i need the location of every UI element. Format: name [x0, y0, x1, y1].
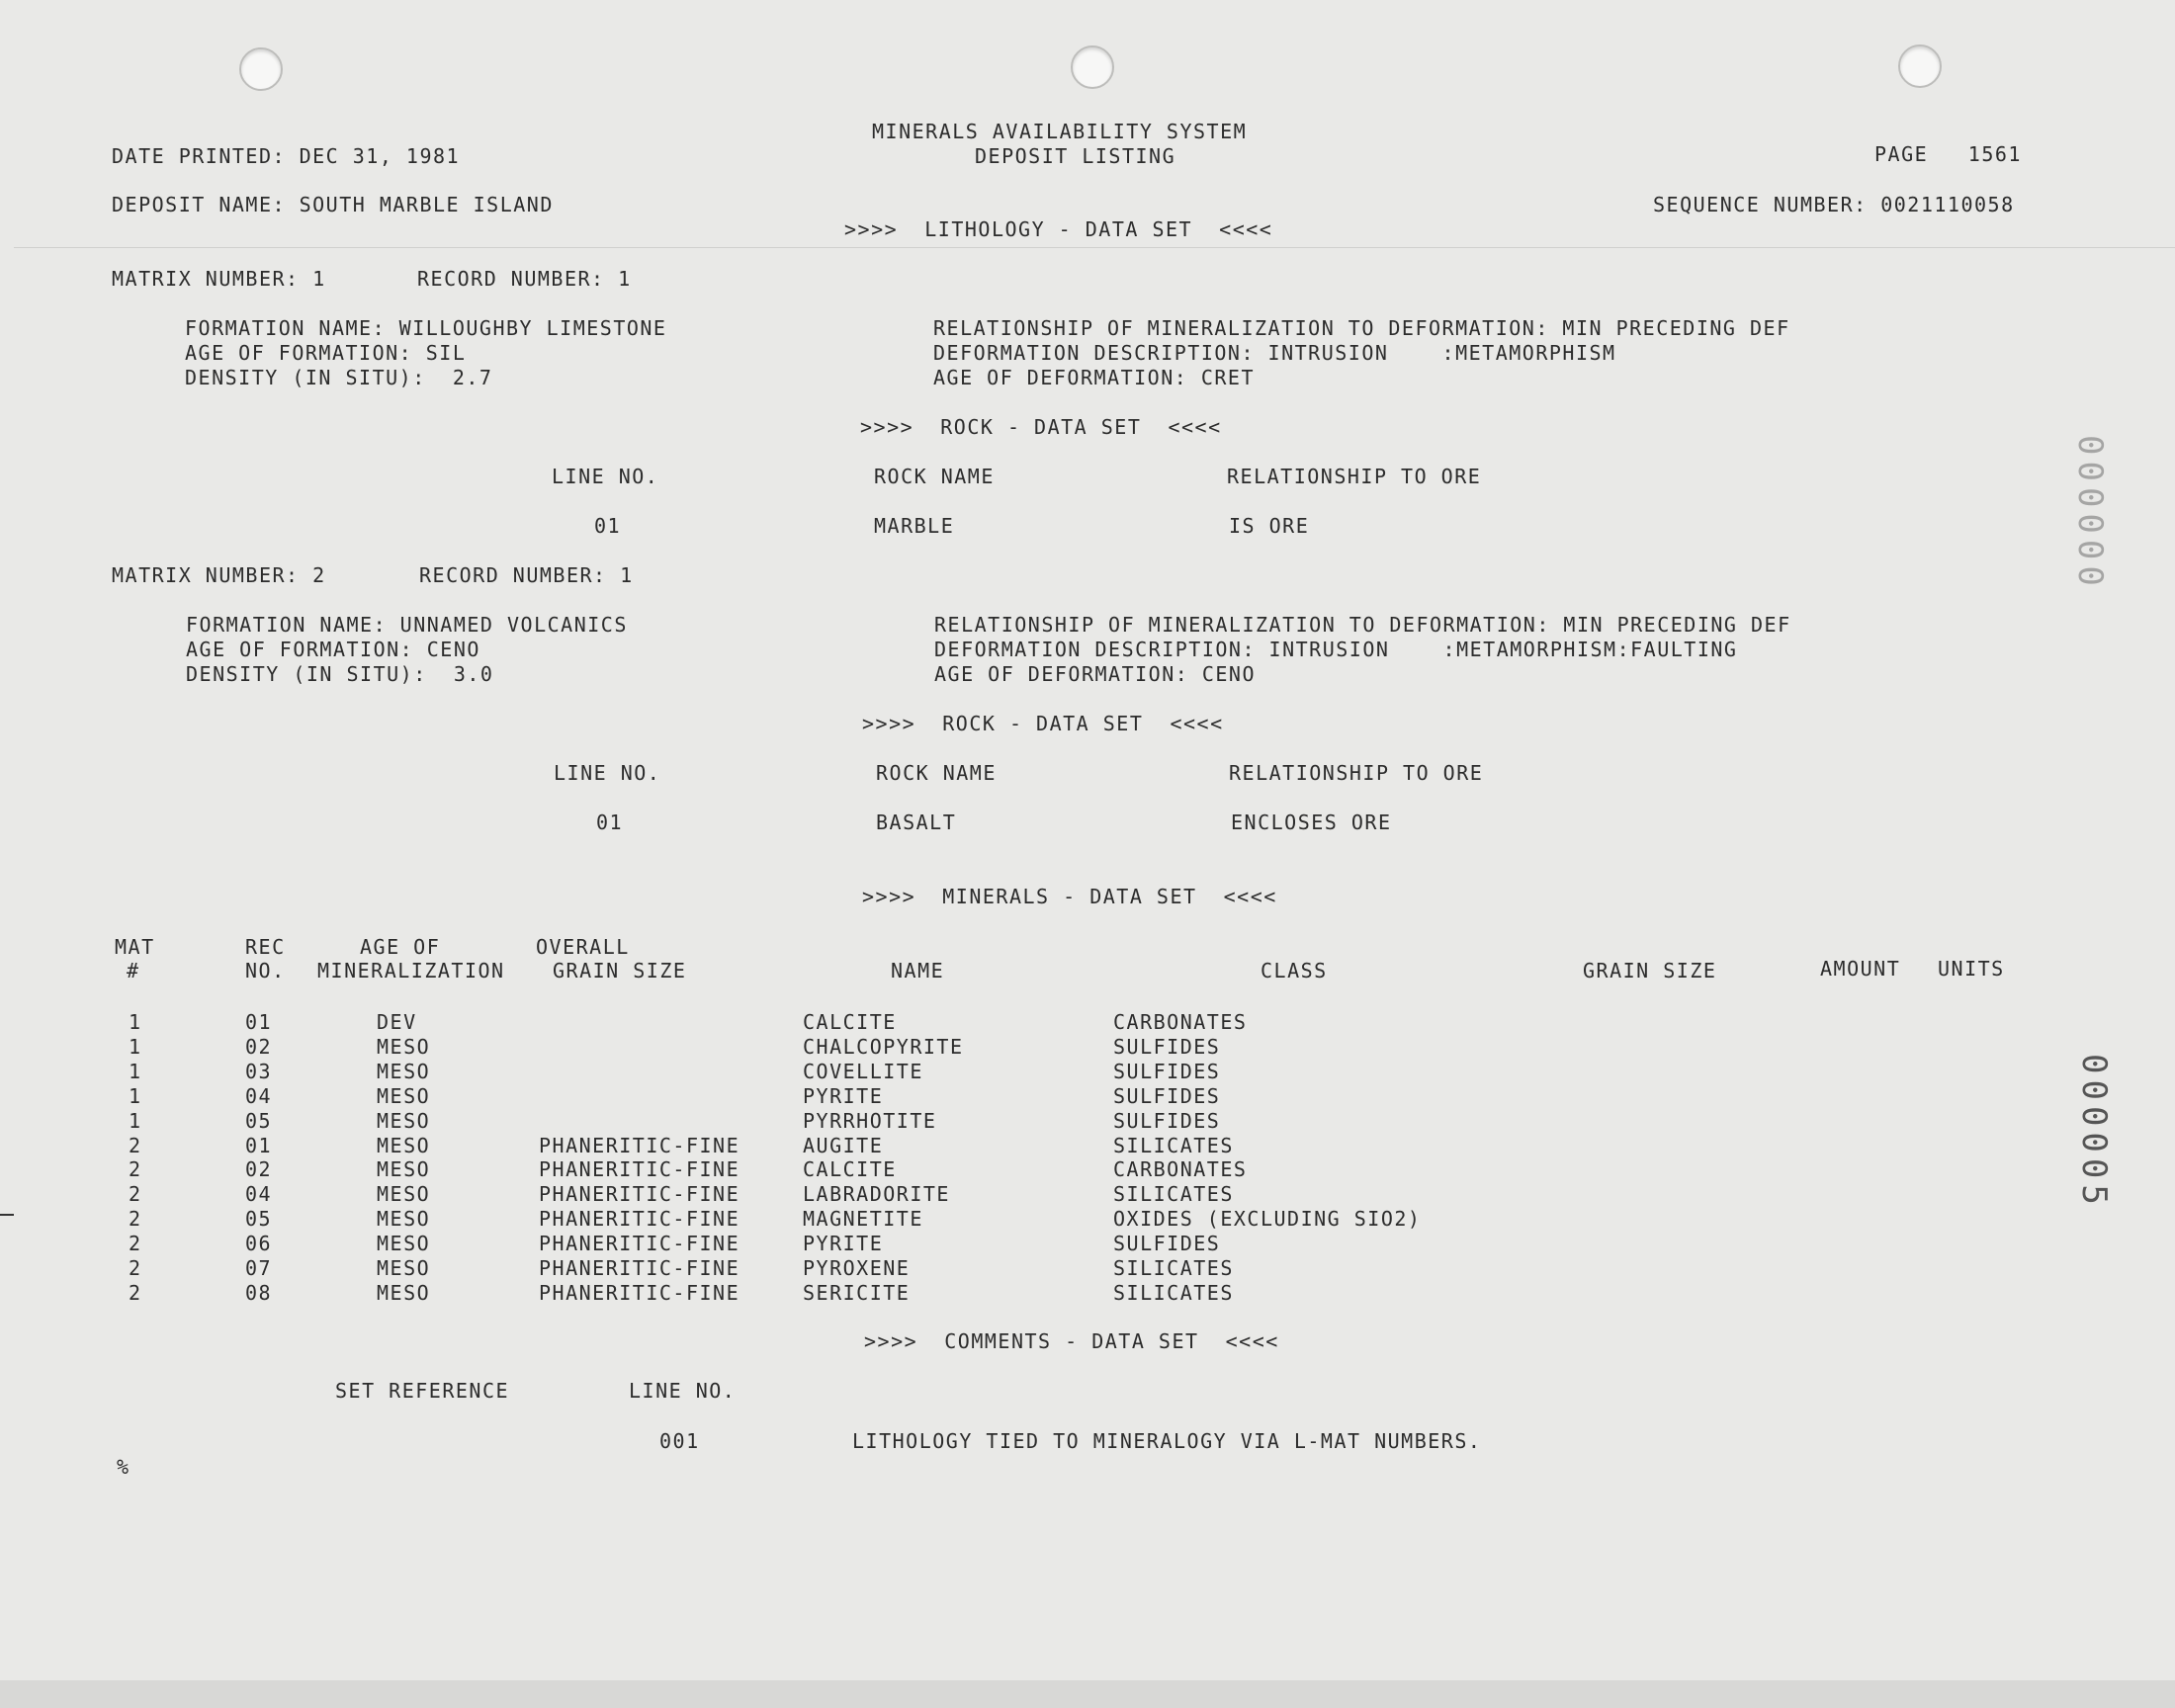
mineral-rec: 08: [245, 1281, 273, 1305]
age-of-deformation: AGE OF DEFORMATION: CRET: [933, 366, 1255, 389]
rock-header-rock-name: ROCK NAME: [876, 761, 997, 785]
record-number: RECORD NUMBER: 1: [419, 563, 634, 587]
mineral-age: MESO: [377, 1182, 431, 1206]
minerals-header-amount: AMOUNT: [1820, 957, 1901, 981]
rock-relationship: IS ORE: [1229, 514, 1310, 538]
rock-relationship: ENCLOSES ORE: [1231, 811, 1392, 834]
mineral-class: SULFIDES: [1113, 1109, 1221, 1133]
mineral-age: MESO: [377, 1084, 431, 1108]
mineral-mat: 1: [129, 1084, 142, 1108]
rock-line-no: 01: [594, 514, 622, 538]
punch-hole-left: [239, 47, 283, 91]
lithology-section-title: >>>> LITHOLOGY - DATA SET <<<<: [844, 217, 1273, 241]
mineral-mat: 1: [129, 1109, 142, 1133]
rock-section-title: >>>> ROCK - DATA SET <<<<: [862, 712, 1224, 735]
mineral-rec: 04: [245, 1182, 273, 1206]
mineral-rec: 01: [245, 1010, 273, 1034]
mineral-class: SILICATES: [1113, 1182, 1234, 1206]
mineral-class: SULFIDES: [1113, 1084, 1221, 1108]
mineral-grain-size: PHANERITIC-FINE: [539, 1207, 740, 1231]
mineral-age: MESO: [377, 1207, 431, 1231]
mineral-grain-size: PHANERITIC-FINE: [539, 1281, 740, 1305]
edge-mark: [0, 1214, 14, 1216]
comments-header-line-no: LINE NO.: [629, 1379, 737, 1403]
rock-header-relationship: RELATIONSHIP TO ORE: [1229, 761, 1484, 785]
mineral-name: LABRADORITE: [803, 1182, 950, 1206]
mineral-mat: 2: [129, 1256, 142, 1280]
mineral-name: CHALCOPYRITE: [803, 1035, 964, 1059]
mineral-age: MESO: [377, 1134, 431, 1157]
mineral-class: OXIDES (EXCLUDING SIO2): [1113, 1207, 1422, 1231]
mineral-rec: 02: [245, 1157, 273, 1181]
formation-name: FORMATION NAME: UNNAMED VOLCANICS: [186, 613, 628, 637]
rock-name: MARBLE: [874, 514, 955, 538]
minerals-header-overall: OVERALL: [536, 935, 630, 959]
mineral-name: AUGITE: [803, 1134, 884, 1157]
minerals-header-age: AGE OF: [360, 935, 441, 959]
deformation-description: DEFORMATION DESCRIPTION: INTRUSION :METAMORPHISM:FAULTING: [934, 638, 1738, 661]
formation-name: FORMATION NAME: WILLOUGHBY LIMESTONE: [185, 316, 667, 340]
mineral-grain-size: PHANERITIC-FINE: [539, 1157, 740, 1181]
system-title: MINERALS AVAILABILITY SYSTEM: [872, 120, 1248, 143]
mineral-mat: 2: [129, 1207, 142, 1231]
mineral-age: MESO: [377, 1281, 431, 1305]
minerals-header-age-min: MINERALIZATION: [317, 959, 505, 982]
rock-header-line-no: LINE NO.: [554, 761, 661, 785]
mineral-grain-size: PHANERITIC-FINE: [539, 1256, 740, 1280]
mineral-rec: 03: [245, 1060, 273, 1083]
mineral-age: MESO: [377, 1060, 431, 1083]
mineral-mat: 1: [129, 1035, 142, 1059]
mineral-mat: 2: [129, 1182, 142, 1206]
minerals-header-name: NAME: [891, 959, 945, 982]
rock-header-relationship: RELATIONSHIP TO ORE: [1227, 465, 1482, 488]
mineral-rec: 04: [245, 1084, 273, 1108]
footer-mark: %: [117, 1455, 130, 1479]
mineral-rec: 05: [245, 1207, 273, 1231]
rock-section-title: >>>> ROCK - DATA SET <<<<: [860, 415, 1222, 439]
mineral-mat: 1: [129, 1010, 142, 1034]
age-of-deformation: AGE OF DEFORMATION: CENO: [934, 662, 1256, 686]
mineral-mat: 2: [129, 1281, 142, 1305]
comment-text: LITHOLOGY TIED TO MINERALOGY VIA L-MAT NUMBERS.: [852, 1429, 1482, 1453]
mineral-class: SILICATES: [1113, 1281, 1234, 1305]
minerals-header-grain-size: GRAIN SIZE: [1583, 959, 1717, 982]
mineral-age: MESO: [377, 1109, 431, 1133]
rock-header-rock-name: ROCK NAME: [874, 465, 995, 488]
rock-line-no: 01: [596, 811, 624, 834]
mineral-rec: 01: [245, 1134, 273, 1157]
mineral-name: PYRRHOTITE: [803, 1109, 937, 1133]
minerals-section-title: >>>> MINERALS - DATA SET <<<<: [862, 885, 1277, 908]
deformation-description: DEFORMATION DESCRIPTION: INTRUSION :METAMORPHISM: [933, 341, 1616, 365]
mineral-rec: 07: [245, 1256, 273, 1280]
comments-header-set-reference: SET REFERENCE: [335, 1379, 510, 1403]
mineral-class: SILICATES: [1113, 1256, 1234, 1280]
page-number: PAGE 1561: [1874, 142, 2022, 166]
mineral-age: MESO: [377, 1256, 431, 1280]
mineral-grain-size: PHANERITIC-FINE: [539, 1182, 740, 1206]
punch-hole-center: [1071, 45, 1114, 89]
date-printed: DATE PRINTED: DEC 31, 1981: [112, 144, 461, 168]
mineral-mat: 2: [129, 1157, 142, 1181]
minerals-header-mat-hash: #: [127, 959, 140, 982]
mineral-name: CALCITE: [803, 1157, 897, 1181]
mineral-age: DEV: [377, 1010, 417, 1034]
record-number: RECORD NUMBER: 1: [417, 267, 632, 291]
mineral-grain-size: PHANERITIC-FINE: [539, 1232, 740, 1255]
mineral-class: SILICATES: [1113, 1134, 1234, 1157]
sequence-number: SEQUENCE NUMBER: 0021110058: [1653, 193, 2015, 216]
minerals-header-rec-no: NO.: [245, 959, 286, 982]
minerals-header-mat: MAT: [115, 935, 155, 959]
side-stamp-upper: 000000: [2070, 435, 2110, 592]
minerals-header-units: UNITS: [1938, 957, 2005, 981]
side-stamp-lower: 000005: [2074, 1054, 2114, 1211]
mineralization-relationship: RELATIONSHIP OF MINERALIZATION TO DEFORMATION: MIN PRECEDING DEF: [934, 613, 1791, 637]
density: DENSITY (IN SITU): 2.7: [185, 366, 493, 389]
mineral-class: SULFIDES: [1113, 1060, 1221, 1083]
mineral-class: CARBONATES: [1113, 1010, 1248, 1034]
mineral-name: SERICITE: [803, 1281, 911, 1305]
mineral-mat: 2: [129, 1134, 142, 1157]
mineral-mat: 2: [129, 1232, 142, 1255]
mineral-rec: 05: [245, 1109, 273, 1133]
mineral-class: SULFIDES: [1113, 1232, 1221, 1255]
minerals-header-grain: GRAIN SIZE: [553, 959, 687, 982]
mineral-name: CALCITE: [803, 1010, 897, 1034]
header-divider: [14, 247, 2175, 248]
comment-line-no: 001: [659, 1429, 700, 1453]
mineralization-relationship: RELATIONSHIP OF MINERALIZATION TO DEFORMATION: MIN PRECEDING DEF: [933, 316, 1790, 340]
minerals-header-class: CLASS: [1261, 959, 1328, 982]
mineral-name: COVELLITE: [803, 1060, 923, 1083]
mineral-class: CARBONATES: [1113, 1157, 1248, 1181]
mineral-rec: 06: [245, 1232, 273, 1255]
age-of-formation: AGE OF FORMATION: SIL: [185, 341, 467, 365]
mineral-name: MAGNETITE: [803, 1207, 923, 1231]
mineral-name: PYROXENE: [803, 1256, 911, 1280]
mineral-age: MESO: [377, 1035, 431, 1059]
mineral-class: SULFIDES: [1113, 1035, 1221, 1059]
density: DENSITY (IN SITU): 3.0: [186, 662, 494, 686]
mineral-age: MESO: [377, 1157, 431, 1181]
matrix-number: MATRIX NUMBER: 1: [112, 267, 326, 291]
mineral-age: MESO: [377, 1232, 431, 1255]
mineral-mat: 1: [129, 1060, 142, 1083]
mineral-name: PYRITE: [803, 1232, 884, 1255]
mineral-rec: 02: [245, 1035, 273, 1059]
age-of-formation: AGE OF FORMATION: CENO: [186, 638, 480, 661]
matrix-number: MATRIX NUMBER: 2: [112, 563, 326, 587]
punch-hole-right: [1898, 44, 1942, 88]
listing-title: DEPOSIT LISTING: [975, 144, 1176, 168]
rock-header-line-no: LINE NO.: [552, 465, 659, 488]
rock-name: BASALT: [876, 811, 957, 834]
mineral-name: PYRITE: [803, 1084, 884, 1108]
deposit-name: DEPOSIT NAME: SOUTH MARBLE ISLAND: [112, 193, 554, 216]
mineral-grain-size: PHANERITIC-FINE: [539, 1134, 740, 1157]
comments-section-title: >>>> COMMENTS - DATA SET <<<<: [864, 1329, 1279, 1353]
minerals-header-rec: REC: [245, 935, 286, 959]
